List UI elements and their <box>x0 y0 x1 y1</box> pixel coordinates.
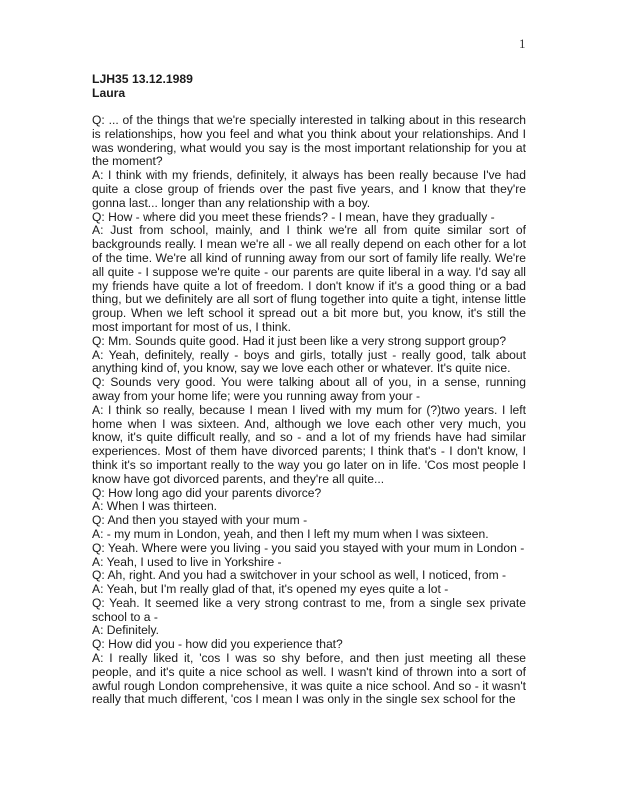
interviewee-name: Laura <box>92 85 126 100</box>
interview-reference: LJH35 13.12.1989 <box>92 72 193 86</box>
transcript-paragraph: A: Definitely. <box>92 623 159 638</box>
transcript-paragraph: Q: Yeah. It seemed like a very strong contrast to me, from a single sex private school to a - <box>92 595 526 624</box>
transcript-paragraph: A: I really liked it, 'cos I was so shy before, and then just meeting all these people, and it's quite a nice school as well. I wasn't kind of thrown into a sort of awful rough London comprehensive, it was quite a nice school. And so - it wasn't really that much different, 'cos I mean I was only in the single sex school for the <box>92 651 526 707</box>
transcript-paragraph: A: Yeah, definitely, really - boys and girls, totally just - really good, talk about anything kind of, you know, say we love each other or whatever. It's quite nice. <box>92 347 526 376</box>
transcript-paragraph: A: Yeah, but I'm really glad of that, it's opened my eyes quite a lot - <box>92 582 449 597</box>
transcript-paragraph: Q: ... of the things that we're specially interested in talking about in this research is relationships, how you feel and what you think about your relationships. And I was wondering, what would you say is the most important relationship for you at the moment? <box>92 113 526 169</box>
transcript-paragraph: Q: Yeah. Where were you living - you said you stayed with your mum in London - <box>92 540 525 555</box>
transcript-paragraph: A: I think with my friends, definitely, it always has been really because I've had quite a close group of friends over the past five years, and I know that they're gonna last... longer than any relationship with a boy. <box>92 168 526 210</box>
transcript-paragraph: A: Just from school, mainly, and I think we're all from quite similar sort of backgrounds really. I mean we're all - we all really depend on each other for a lot of the time. We're all kind of running away from our sort of family life really. We're all quite - I suppose we're quite - our parents are quite liberal in a way. I'd say all my friends have quite a lot of freedom. I don't know if it's a good thing or a bad thing, but we definitely are all sort of flung together into quite a tight, intense little group. When we left school it spread out a bit more but, you know, it's still the most important for most of us, I think. <box>92 223 526 334</box>
transcript-paragraph: Q: How long ago did your parents divorce? <box>92 485 322 500</box>
transcript-paragraph: Q: Ah, right. And you had a switchover in your school as well, I noticed, from - <box>92 568 507 583</box>
transcript-paragraph: A: I think so really, because I mean I lived with my mum for (?)two years. I left home when I was sixteen. And, although we love each other very much, you know, it's quite difficult really, and so - and a lot of my friends have had similar experiences. Most of them have divorced parents; I think that's - I don't know, I think it's so important really to the way you go later on in life. 'Cos most people I know have got divorced parents, and they're all quite... <box>92 402 526 486</box>
transcript-paragraph: A: Yeah, I used to live in Yorkshire - <box>92 554 282 569</box>
transcript-body <box>92 114 526 707</box>
transcript-paragraph: Q: And then you stayed with your mum - <box>92 513 308 528</box>
transcript-paragraph: Q: Mm. Sounds quite good. Had it just been like a very strong support group? <box>92 333 507 348</box>
page-number: 1 <box>519 36 526 51</box>
document-heading <box>92 73 532 100</box>
transcript-paragraph: Q: Sounds very good. You were talking about all of you, in a sense, running away from your home life; were you running away from your - <box>92 375 526 403</box>
transcript-paragraph: Q: How did you - how did you experience that? <box>92 637 343 652</box>
transcript-paragraph: A: - my mum in London, yeah, and then I left my mum when I was sixteen. <box>92 526 489 541</box>
transcript-paragraph: A: When I was thirteen. <box>92 499 218 514</box>
transcript-paragraph: Q: How - where did you meet these friends? - I mean, have they gradually - <box>92 209 495 224</box>
